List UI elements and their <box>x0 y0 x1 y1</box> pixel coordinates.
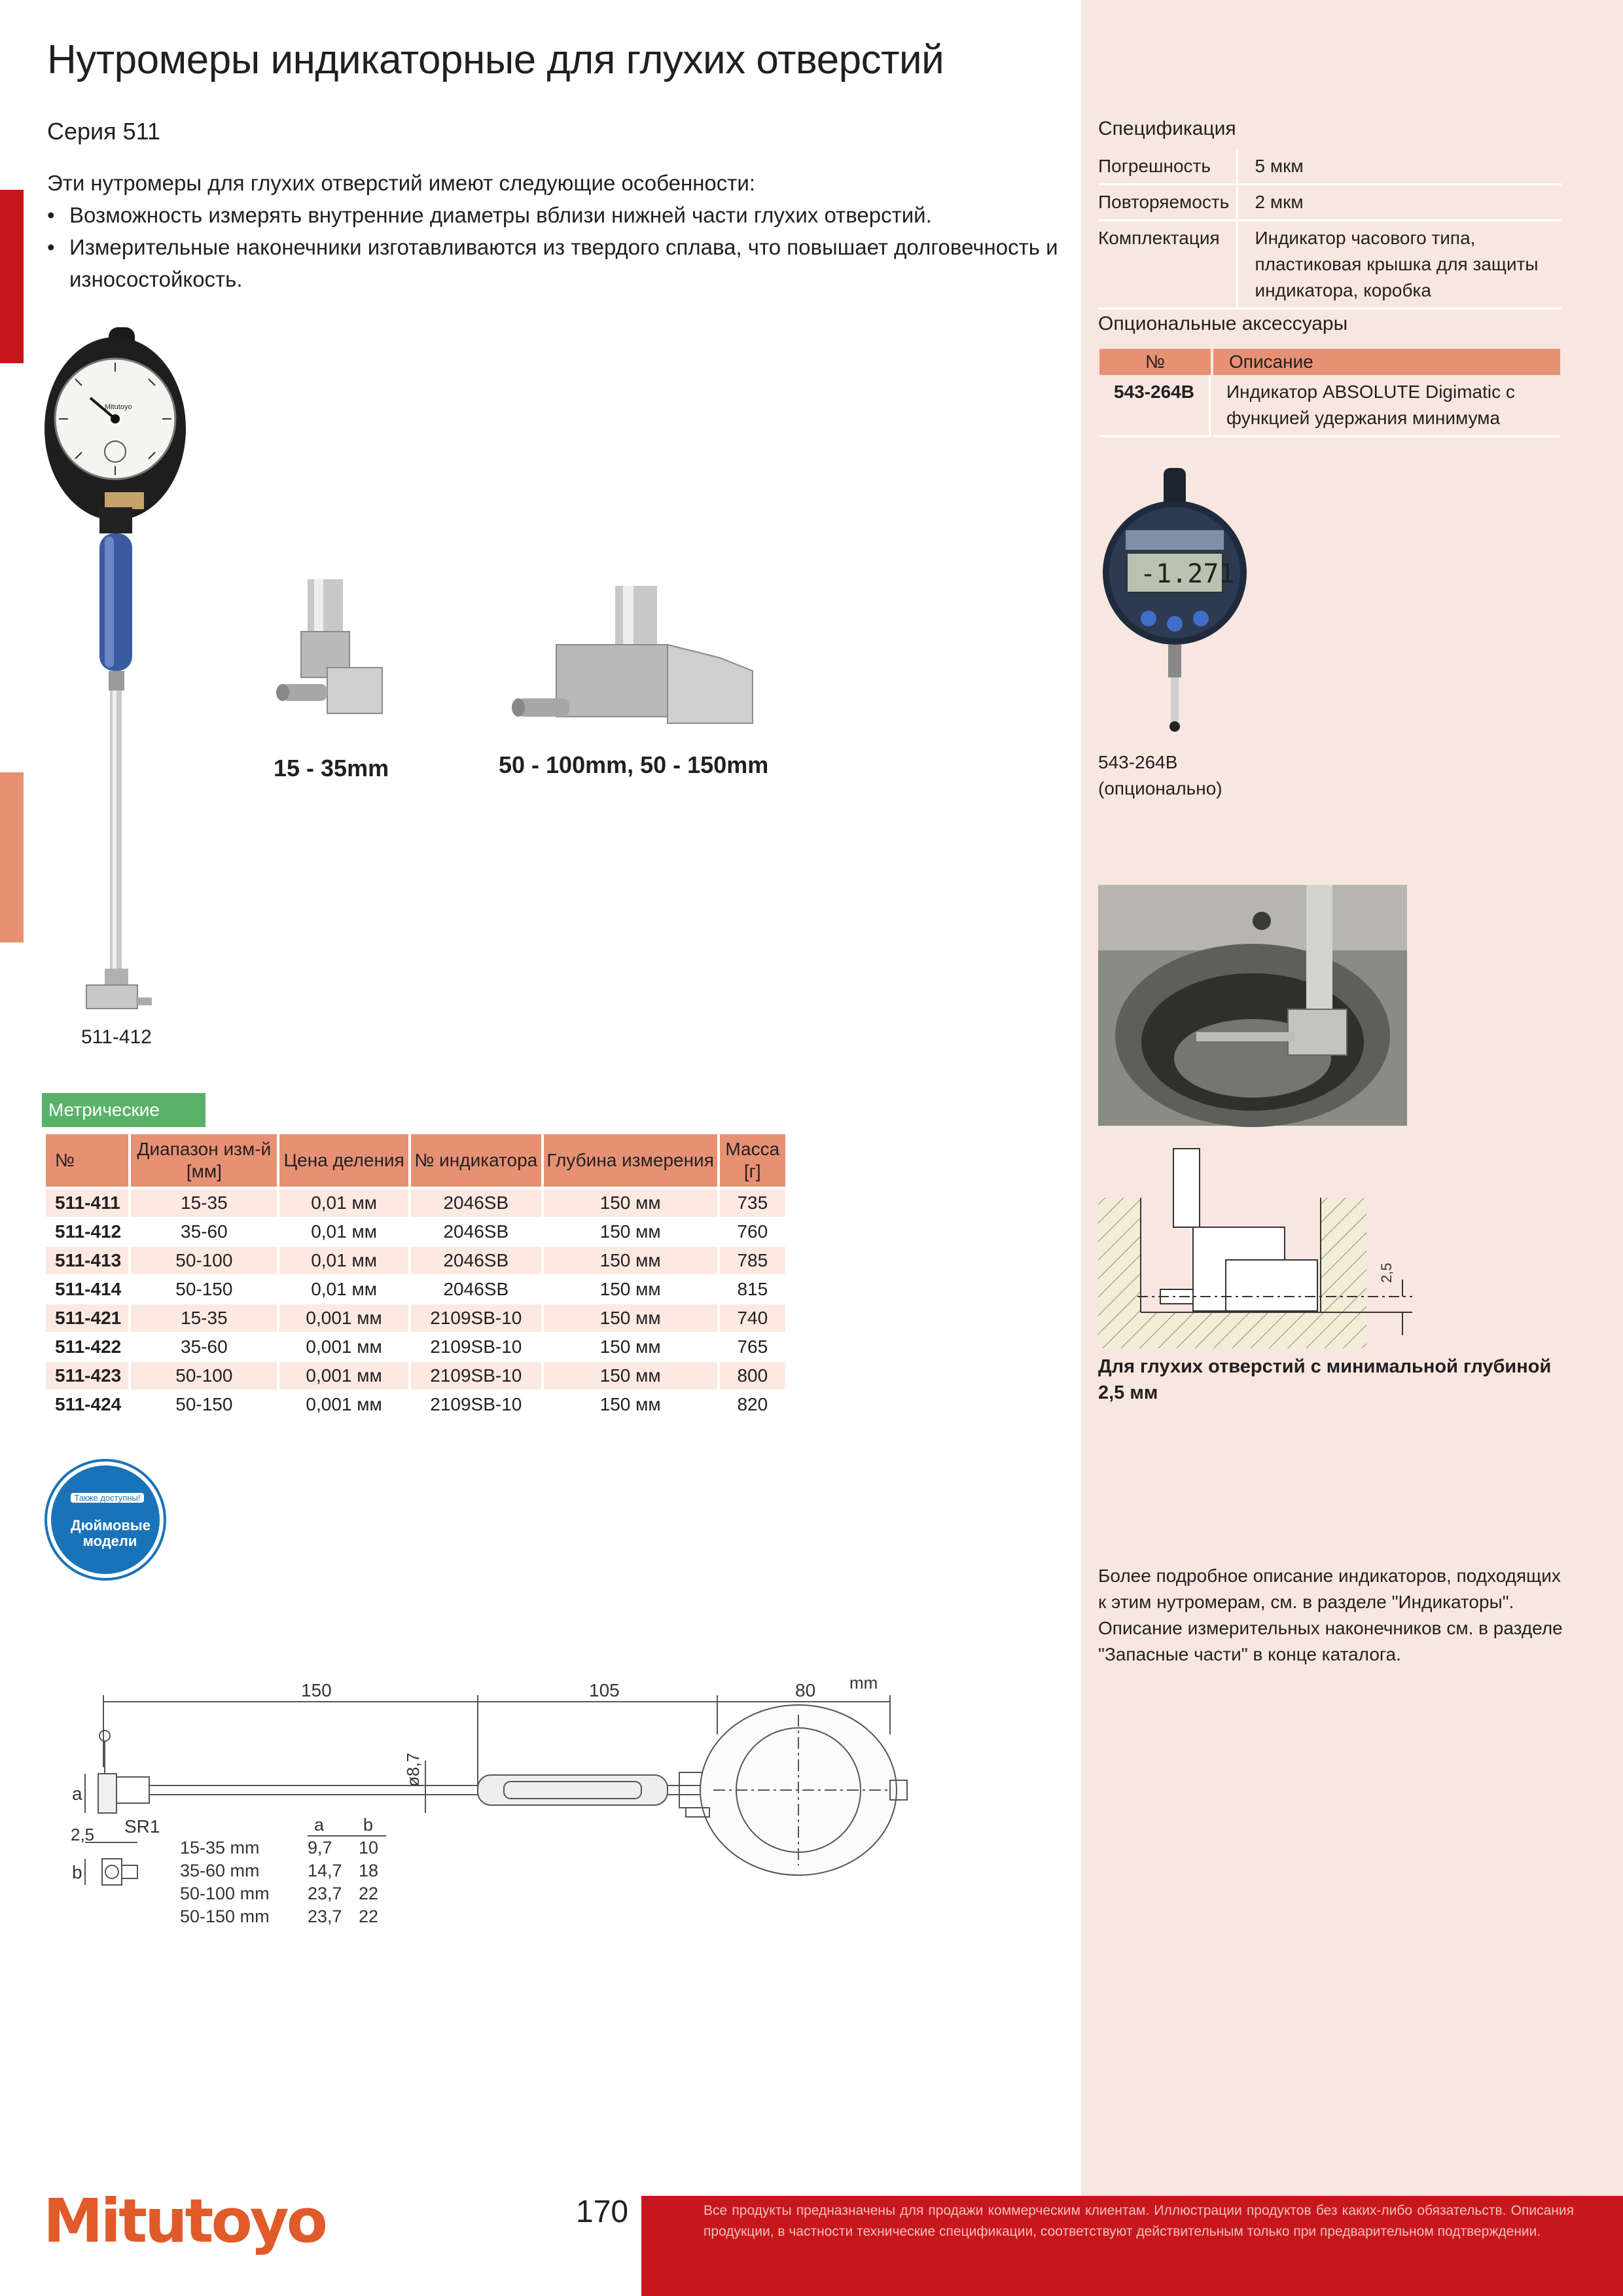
table-cell: 150 мм <box>544 1333 717 1362</box>
dim-sr1: SR1 <box>124 1816 160 1837</box>
bore-gauge-photo <box>39 321 203 1028</box>
dim-a: a <box>72 1784 82 1804</box>
table-cell: 735 <box>720 1189 785 1218</box>
dim-unit: mm <box>849 1673 878 1693</box>
table-cell: 150 мм <box>544 1304 717 1333</box>
table-cell: 35-60 <box>131 1218 277 1247</box>
part-number: 511-422 <box>46 1333 128 1362</box>
bullet-item: • Измерительные наконечники изготавливаются из твердого сплава, что повышает долговечность и износостойкость. <box>47 231 1068 295</box>
spec-value: Индикатор часового типа, пластиковая крышка для защиты индикатора, коробка <box>1237 221 1561 309</box>
part-number: 511-411 <box>46 1189 128 1218</box>
dim-25: 2,5 <box>71 1825 95 1844</box>
dim-diameter: ø8,7 <box>403 1752 423 1787</box>
tip-large-caption: 50 - 100mm, 50 - 150mm <box>499 751 769 778</box>
table-cell: 150 мм <box>544 1276 717 1304</box>
more-info-text: Более подробное описание индикаторов, подходящих к этим нутромерам, см. в разделе "Индикаторы". Описание измерительных наконечников см. в разделе "Запасные части" в конце каталога. <box>1098 1566 1563 1664</box>
table-cell: 150 мм <box>544 1391 717 1420</box>
column-header: Масса [г] <box>720 1134 785 1189</box>
drawing-row-range: 50-100 mm <box>180 1884 270 1903</box>
dimension-drawing <box>46 1662 910 1937</box>
drawing-row-a: 14,7 <box>308 1861 342 1880</box>
column-header: № <box>46 1134 128 1189</box>
table-row <box>46 1276 785 1304</box>
table-row <box>46 1189 785 1218</box>
table-cell: 150 мм <box>544 1247 717 1276</box>
blind-hole-photo <box>1098 885 1407 1126</box>
part-number: 543-264B <box>1099 375 1211 437</box>
drawing-row-b: 18 <box>359 1861 379 1880</box>
table-cell: 2046SB <box>411 1189 541 1218</box>
drawing-row-a: 23,7 <box>308 1907 342 1926</box>
accessories-table <box>1097 349 1563 437</box>
table-cell: 0,01 мм <box>279 1189 408 1218</box>
table-cell: 815 <box>720 1276 785 1304</box>
table-cell: 0,001 мм <box>279 1362 408 1391</box>
column-header: Описание <box>1213 349 1560 375</box>
page-number: 170 <box>576 2195 629 2229</box>
table-row <box>46 1391 785 1420</box>
table-row <box>46 1247 785 1276</box>
metric-tag: Метрические <box>42 1093 205 1127</box>
part-number: 511-412 <box>46 1218 128 1247</box>
main-photo-caption: 511-412 <box>81 1026 152 1048</box>
table-row <box>1098 149 1561 185</box>
drawing-row-b: 22 <box>359 1884 379 1903</box>
table-row <box>46 1362 785 1391</box>
badge-line: Дюймовые <box>71 1517 151 1534</box>
drawing-row-a: 9,7 <box>308 1838 332 1857</box>
blind-hole-caption: Для глухих отверстий с минимальной глубиной 2,5 мм <box>1098 1356 1552 1403</box>
table-cell: 150 мм <box>544 1362 717 1391</box>
table-header-row <box>1099 349 1560 375</box>
spec-key: Повторяемость <box>1098 185 1237 221</box>
caption-line: (опционально) <box>1098 778 1222 798</box>
table-cell: 50-100 <box>131 1247 277 1276</box>
part-number: 511-421 <box>46 1304 128 1333</box>
column-header: № индикатора <box>411 1134 541 1189</box>
table-cell: 785 <box>720 1247 785 1276</box>
measuring-tip-small <box>262 579 393 736</box>
table-cell: Индикатор ABSOLUTE Digimatic с функцией удержания минимума <box>1213 375 1560 437</box>
spec-table <box>1098 149 1561 310</box>
table-cell: 15-35 <box>131 1189 277 1218</box>
table-cell: 2046SB <box>411 1276 541 1304</box>
table-cell: 50-150 <box>131 1276 277 1304</box>
digimatic-reading: -1.271 <box>1140 559 1235 589</box>
table-cell: 2046SB <box>411 1247 541 1276</box>
column-header: Цена деления <box>279 1134 408 1189</box>
table-cell: 15-35 <box>131 1304 277 1333</box>
dim-105: 105 <box>589 1680 620 1700</box>
table-cell: 765 <box>720 1333 785 1362</box>
blind-hole-diagram <box>1098 1149 1425 1352</box>
table-row <box>46 1333 785 1362</box>
caption-line: 543-264B <box>1098 752 1178 772</box>
series-label: Серия 511 <box>47 118 161 145</box>
blind-hole-dim: 2,5 <box>1378 1263 1395 1283</box>
intro-block <box>47 167 1068 295</box>
drawing-row-range: 50-150 mm <box>180 1907 270 1926</box>
table-cell: 0,01 мм <box>279 1276 408 1304</box>
spec-key: Погрешность <box>1098 149 1237 185</box>
table-header-row <box>46 1134 785 1189</box>
drawing-col-a: a <box>314 1815 325 1835</box>
right-sidebar <box>1081 0 1623 2296</box>
intro-text: Эти нутромеры для глухих отверстий имеют следующие особенности: <box>47 171 755 195</box>
section-tab-salmon <box>0 772 24 942</box>
tip-small-caption: 15 - 35mm <box>274 755 389 781</box>
table-cell: 2109SB-10 <box>411 1304 541 1333</box>
part-number: 511-413 <box>46 1247 128 1276</box>
column-header: № <box>1099 349 1211 375</box>
part-number: 511-423 <box>46 1362 128 1391</box>
table-cell: 2109SB-10 <box>411 1333 541 1362</box>
table-cell: 50-150 <box>131 1391 277 1420</box>
table-cell: 0,01 мм <box>279 1218 408 1247</box>
table-cell: 2109SB-10 <box>411 1362 541 1391</box>
table-row <box>1098 221 1561 309</box>
drawing-row-b: 22 <box>359 1907 379 1926</box>
bullet-item: • Возможность измерять внутренние диаметры вблизи нижней части глухих отверстий. <box>47 199 1068 231</box>
accessories-heading: Опциональные аксессуары <box>1098 313 1348 334</box>
table-cell: 35-60 <box>131 1333 277 1362</box>
table-cell: 150 мм <box>544 1189 717 1218</box>
dial-brand: Mitutoyo <box>105 403 132 411</box>
footer-disclaimer: Все продукты предназначены для продажи коммерческим клиентам. Иллюстрации продуктов без каких-либо обязательств. Описания продукции, в частности технические спецификации, соответствуют действительным только при предварительном подтверждении. <box>704 2203 1574 2239</box>
drawing-row-range: 15-35 mm <box>180 1838 260 1857</box>
measuring-tip-large <box>504 586 766 749</box>
table-cell: 740 <box>720 1304 785 1333</box>
badge-top-text: Также доступны! <box>71 1493 144 1503</box>
drawing-row-range: 35-60 mm <box>180 1861 260 1880</box>
table-cell: 0,001 мм <box>279 1333 408 1362</box>
dim-150: 150 <box>301 1680 332 1700</box>
metric-table <box>43 1134 788 1420</box>
digimatic-caption <box>1098 749 1222 802</box>
spec-key: Комплектация <box>1098 221 1237 309</box>
dim-b: b <box>72 1862 82 1882</box>
table-cell: 2109SB-10 <box>411 1391 541 1420</box>
spec-heading: Спецификация <box>1098 118 1236 139</box>
spec-value: 5 мкм <box>1237 149 1561 185</box>
drawing-col-b: b <box>363 1815 374 1835</box>
table-row <box>1099 375 1560 437</box>
table-row <box>1098 185 1561 221</box>
table-cell: 820 <box>720 1391 785 1420</box>
table-cell: 800 <box>720 1362 785 1391</box>
part-number: 511-414 <box>46 1276 128 1304</box>
page-title: Нутромеры индикаторные для глухих отверстий <box>47 37 944 82</box>
drawing-row-b: 10 <box>359 1838 379 1857</box>
badge-line: модели <box>82 1533 137 1549</box>
column-header: Диапазон изм-й [мм] <box>131 1134 277 1189</box>
section-tab-red <box>0 190 24 363</box>
table-row <box>46 1304 785 1333</box>
table-cell: 150 мм <box>544 1218 717 1247</box>
part-number: 511-424 <box>46 1391 128 1420</box>
inch-models-badge <box>47 1462 164 1578</box>
dim-80: 80 <box>795 1680 816 1700</box>
table-cell: 2046SB <box>411 1218 541 1247</box>
badge-main-text <box>71 1518 149 1549</box>
table-cell: 0,001 мм <box>279 1304 408 1333</box>
column-header: Глубина измерения <box>544 1134 717 1189</box>
mitutoyo-logo: Mitutoyo <box>43 2186 325 2256</box>
table-row <box>46 1218 785 1247</box>
spec-value: 2 мкм <box>1237 185 1561 221</box>
table-cell: 0,001 мм <box>279 1391 408 1420</box>
digimatic-indicator-photo <box>1099 468 1250 743</box>
table-cell: 760 <box>720 1218 785 1247</box>
drawing-row-a: 23,7 <box>308 1884 342 1903</box>
table-cell: 0,01 мм <box>279 1247 408 1276</box>
table-cell: 50-100 <box>131 1362 277 1391</box>
